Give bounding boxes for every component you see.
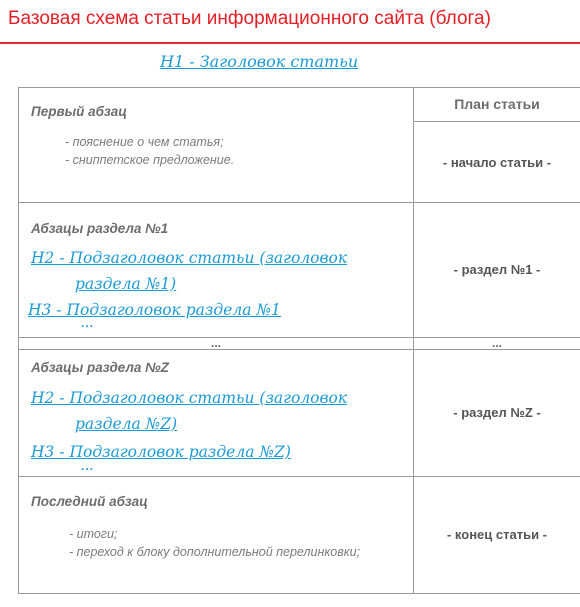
article-scheme-table [18, 87, 580, 594]
section-1-ellipsis: ... [81, 316, 95, 330]
section-z-cell [19, 350, 414, 477]
section-1-h3: H3 - Подзаголовок раздела №1 [28, 301, 281, 319]
last-paragraph-title: Последний абзац [31, 494, 148, 509]
section-z-title: Абзацы раздела №Z [31, 360, 169, 375]
plan-header: План статьи [414, 88, 580, 122]
plan-column-top [414, 88, 580, 203]
plan-end-cell [414, 477, 580, 594]
last-paragraph-cell [19, 477, 414, 594]
section-z-h3: H3 - Подзаголовок раздела №Z) [31, 443, 291, 461]
row-first-paragraph [19, 88, 580, 203]
first-paragraph-cell [19, 88, 414, 203]
section-z-h2-line1: H2 - Подзаголовок статьи (заголовок [31, 389, 348, 407]
first-paragraph-bullet-2: - сниппетское предложение. [65, 153, 235, 167]
row-section-1 [19, 203, 580, 338]
plan-section-1-cell [414, 203, 580, 338]
row-gap [19, 338, 580, 350]
first-paragraph-title: Первый абзац [31, 104, 127, 119]
plan-start-label: - начало статьи - [442, 154, 552, 170]
plan-section-z-label: - раздел №Z - [453, 405, 541, 420]
page-title: Базовая схема статьи информационного сайта (блога) [8, 8, 491, 29]
section-z-ellipsis: ... [81, 459, 95, 473]
first-paragraph-bullet-1: - пояснение о чем статья; [65, 135, 224, 149]
gap-left-cell: ... [19, 338, 414, 350]
h1-heading: H1 - Заголовок статьи [160, 52, 359, 71]
gap-right-cell: ... [414, 338, 580, 350]
row-last-paragraph [19, 477, 580, 594]
last-paragraph-bullet-1: - итоги; [69, 527, 118, 541]
section-1-h2-line2: раздела №1) [75, 275, 177, 293]
row-section-z [19, 350, 580, 477]
plan-section-1-label: - раздел №1 - [453, 262, 541, 277]
section-1-h2-line1: H2 - Подзаголовок статьи (заголовок [31, 249, 348, 267]
plan-end-label: - конец статьи - [446, 527, 548, 542]
last-paragraph-bullet-2: - переход к блоку дополнительной перелинковки; [69, 545, 361, 559]
section-z-h2-line2: раздела №Z) [75, 415, 178, 433]
section-1-title: Абзацы раздела №1 [31, 221, 169, 236]
plan-section-z-cell [414, 350, 580, 477]
title-underline [0, 42, 580, 44]
section-1-cell [19, 203, 414, 338]
